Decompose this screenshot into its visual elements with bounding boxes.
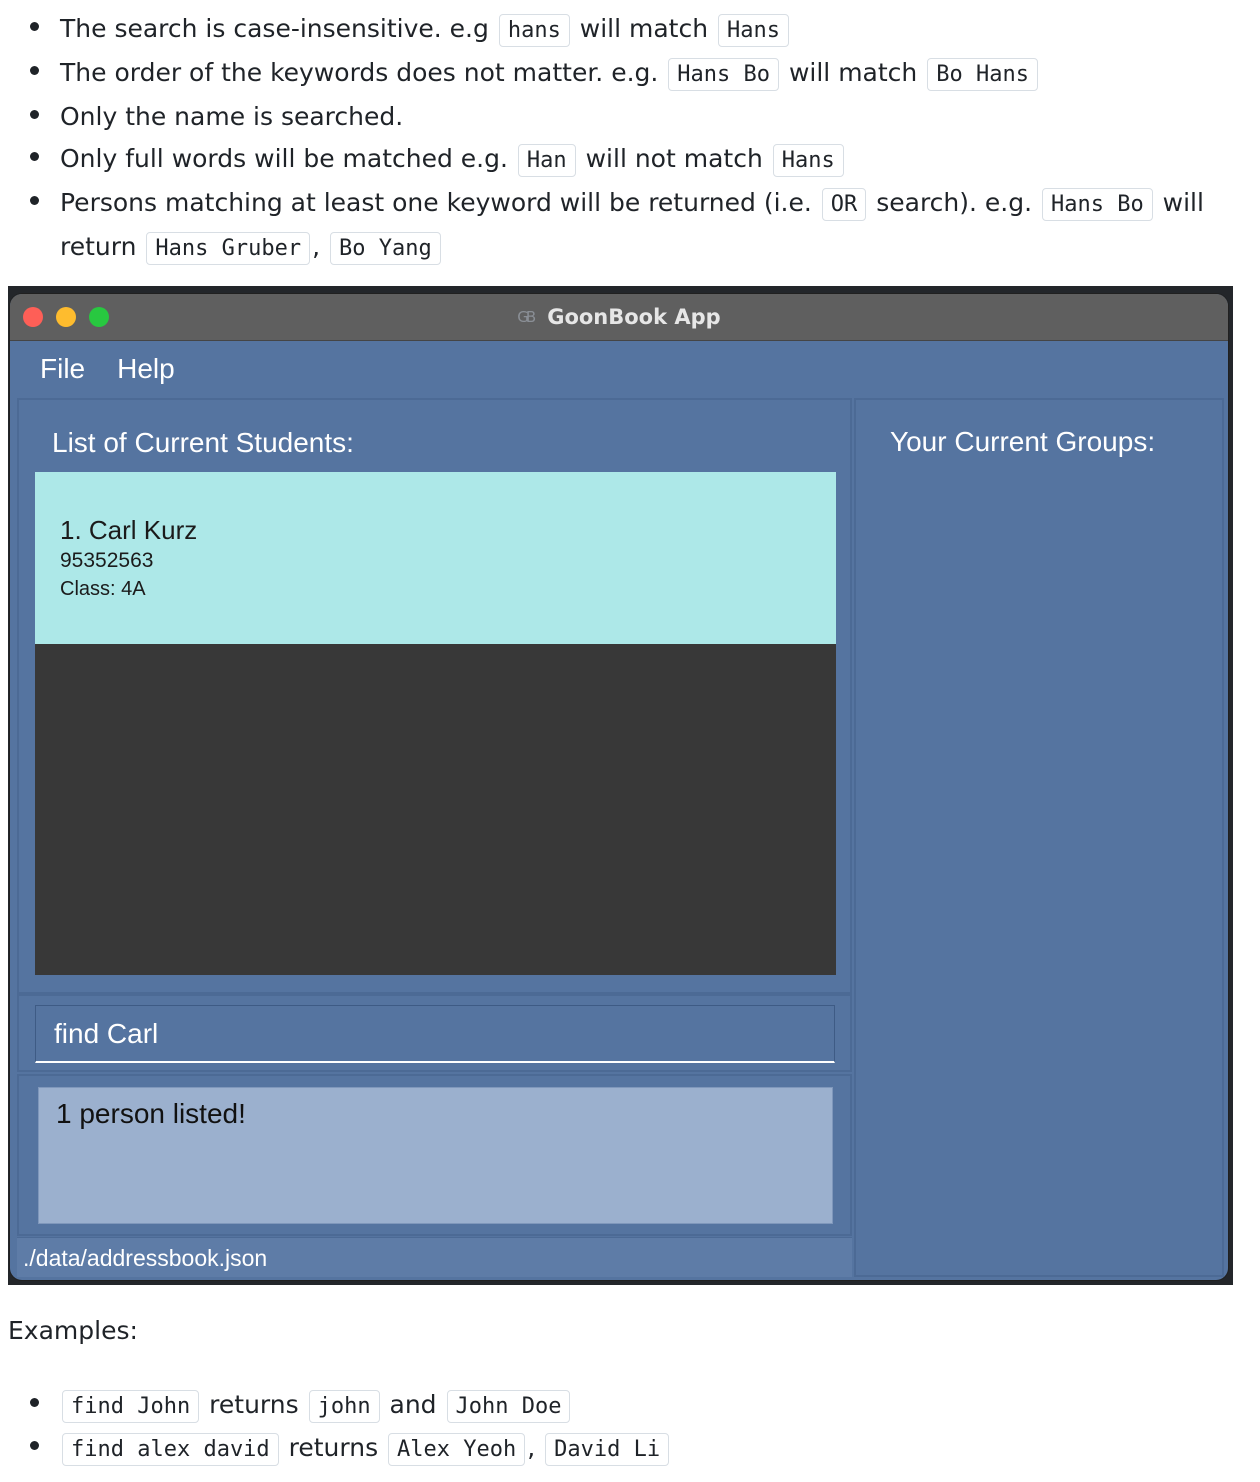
- inline-code: Han: [518, 144, 576, 177]
- status-bar: [17, 1237, 852, 1277]
- list-text: will match: [571, 14, 717, 43]
- app-window: [10, 294, 1228, 1280]
- inline-code: Hans: [718, 14, 789, 47]
- list-text: returns: [201, 1390, 307, 1419]
- list-text: Only full words will be matched e.g.: [60, 144, 516, 173]
- inline-code: Hans Bo: [1042, 188, 1153, 221]
- note-item: [0, 52, 1230, 96]
- inline-code: Alex Yeoh: [388, 1433, 525, 1466]
- student-card[interactable]: [35, 472, 836, 644]
- groups-heading: Your Current Groups:: [890, 426, 1156, 457]
- inline-code: find John: [62, 1390, 199, 1423]
- list-text: The order of the keywords does not matter. e.g.: [60, 58, 667, 87]
- note-item: [0, 182, 1230, 270]
- students-heading: List of Current Students:: [52, 427, 354, 458]
- app-screenshot: [8, 286, 1233, 1285]
- title-bar: [10, 294, 1228, 341]
- examples-label: Examples:: [8, 1316, 138, 1345]
- list-text: Persons matching at least one keyword will be returned (i.e.: [60, 188, 820, 217]
- inline-code: Bo Hans: [927, 58, 1038, 91]
- list-text: search). e.g.: [868, 188, 1040, 217]
- student-name: 1. Carl Kurz: [60, 515, 198, 545]
- inline-code: find alex david: [62, 1433, 279, 1466]
- list-text: Only the name is searched.: [60, 102, 404, 131]
- groups-panel: [854, 398, 1224, 1277]
- note-item: [0, 96, 1230, 138]
- app-logo-icon: GB: [517, 308, 534, 326]
- list-text: The search is case-insensitive. e.g: [60, 14, 497, 43]
- menu-file[interactable]: File: [40, 352, 86, 384]
- result-text: 1 person listed!: [56, 1098, 246, 1129]
- list-text: ,: [312, 232, 328, 261]
- example-item: [0, 1384, 1230, 1427]
- student-phone: 95352563: [60, 549, 154, 572]
- command-input[interactable]: [35, 1005, 835, 1063]
- note-item: [0, 8, 1230, 52]
- window-title: GoonBook App: [547, 305, 721, 329]
- students-panel: [17, 398, 852, 994]
- inline-code: John Doe: [447, 1390, 571, 1423]
- inline-code: Hans Gruber: [146, 232, 310, 265]
- examples-list: [0, 1384, 1230, 1470]
- menu-bar: [10, 341, 1228, 396]
- inline-code: Bo Yang: [330, 232, 441, 265]
- list-text: returns: [280, 1433, 387, 1462]
- inline-code: OR: [822, 188, 867, 221]
- list-text: ,: [527, 1433, 544, 1462]
- list-text: will not match: [577, 144, 771, 173]
- inline-code: David Li: [545, 1433, 669, 1466]
- note-item: [0, 138, 1230, 182]
- result-display: [38, 1087, 833, 1224]
- example-item: [0, 1427, 1230, 1470]
- file-path: ./data/addressbook.json: [23, 1245, 268, 1271]
- inline-code: Hans Bo: [668, 58, 779, 91]
- inline-code: Hans: [773, 144, 844, 177]
- inline-code: john: [309, 1390, 380, 1423]
- result-panel: [17, 1074, 852, 1236]
- list-text: and: [381, 1390, 445, 1419]
- command-panel: [17, 994, 852, 1072]
- student-list[interactable]: [35, 472, 836, 975]
- list-text: will match: [781, 58, 926, 87]
- notes-list: [0, 8, 1230, 270]
- student-class: Class: 4A: [60, 578, 146, 600]
- menu-help[interactable]: Help: [117, 352, 175, 384]
- title-wrap: [10, 294, 1228, 340]
- inline-code: hans: [499, 14, 570, 47]
- list-text: will return: [60, 188, 1204, 261]
